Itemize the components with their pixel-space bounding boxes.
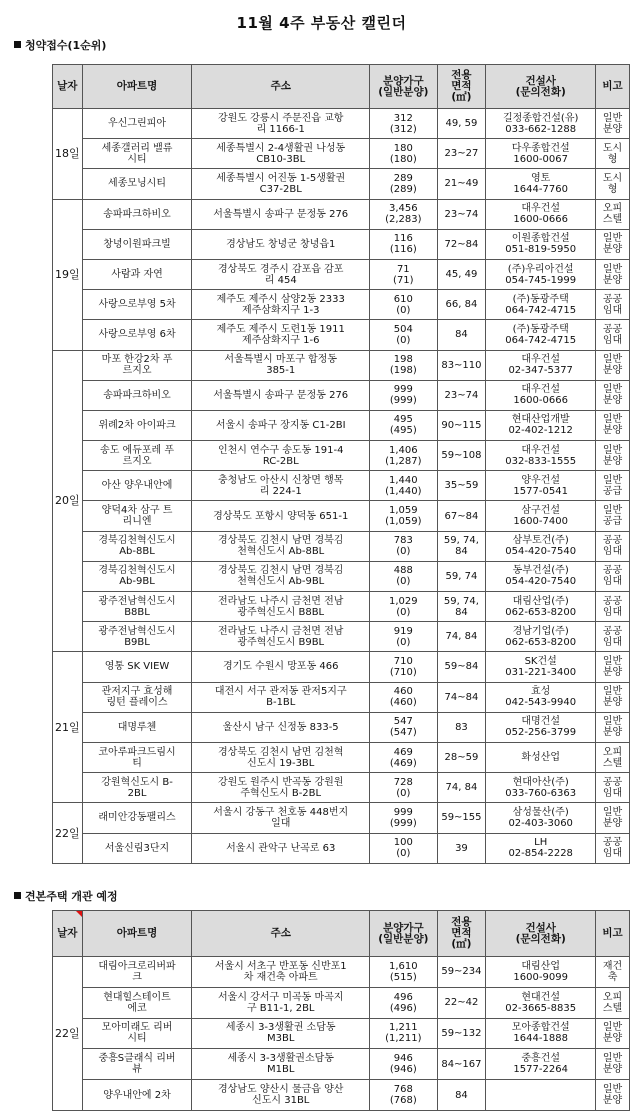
header-builder: 건설사 (문의전화) bbox=[486, 911, 596, 957]
builder-cell: 동부건설(주) 054-420-7540 bbox=[486, 561, 596, 591]
units-cell: 547 (547) bbox=[370, 712, 438, 742]
area-cell: 84~167 bbox=[437, 1049, 486, 1080]
apartment-cell: 창녕이원파크빌 bbox=[82, 229, 192, 259]
address-cell: 강원도 원주시 반곡동 강원원 주혁신도시 B-2BL bbox=[192, 773, 370, 803]
units-cell: 1,440 (1,440) bbox=[370, 471, 438, 501]
model-house-table bbox=[52, 910, 630, 1111]
table-row bbox=[53, 109, 630, 139]
address-cell: 경상북도 김천시 남면 경북김 천혁신도시 Ab-8BL bbox=[192, 531, 370, 561]
area-cell: 35~59 bbox=[437, 471, 486, 501]
address-cell: 세종특별시 2-4생활권 나성동 CB10-3BL bbox=[192, 139, 370, 169]
apartment-cell: 우신그린피아 bbox=[82, 109, 192, 139]
area-cell: 21~49 bbox=[437, 169, 486, 199]
table-row bbox=[53, 169, 630, 199]
header-day: 날자 bbox=[53, 911, 83, 957]
day-cell: 18일 bbox=[53, 109, 83, 200]
address-cell: 인천시 연수구 송도동 191-4 RC-2BL bbox=[192, 441, 370, 471]
area-cell: 72~84 bbox=[437, 229, 486, 259]
builder-cell: 중흥건설 1577-2264 bbox=[486, 1049, 596, 1080]
units-cell: 289 (289) bbox=[370, 169, 438, 199]
area-cell: 59, 74, 84 bbox=[437, 592, 486, 622]
area-cell: 59~84 bbox=[437, 652, 486, 682]
apartment-cell: 경북김천혁신도시 Ab-8BL bbox=[82, 531, 192, 561]
builder-cell: 다우종합건설 1600-0067 bbox=[486, 139, 596, 169]
subscription-table bbox=[52, 64, 630, 864]
units-cell: 999 (999) bbox=[370, 803, 438, 833]
note-cell: 일반 분양 bbox=[596, 803, 630, 833]
address-cell: 충청남도 아산시 신창면 행목 리 224-1 bbox=[192, 471, 370, 501]
builder-cell: (주)동광주택 064-742-4715 bbox=[486, 290, 596, 320]
table-row bbox=[53, 561, 630, 591]
builder-cell: 삼부토건(주) 054-420-7540 bbox=[486, 531, 596, 561]
apartment-cell: 송파파크하비오 bbox=[82, 380, 192, 410]
address-cell: 제주도 제주시 삼양2동 2333 제주삼화지구 1-3 bbox=[192, 290, 370, 320]
note-cell: 일반 분양 bbox=[596, 652, 630, 682]
area-cell: 83~110 bbox=[437, 350, 486, 380]
apartment-cell: 세종모닝시티 bbox=[82, 169, 192, 199]
table-row bbox=[53, 987, 630, 1018]
note-cell: 재건 축 bbox=[596, 957, 630, 988]
builder-cell bbox=[486, 1080, 596, 1111]
note-cell: 공공 임대 bbox=[596, 592, 630, 622]
builder-cell: 삼구건설 1600-7400 bbox=[486, 501, 596, 531]
note-cell: 도시 형 bbox=[596, 169, 630, 199]
address-cell: 전라남도 나주시 금천면 전남 광주혁신도시 B8BL bbox=[192, 592, 370, 622]
table-row bbox=[53, 350, 630, 380]
apartment-cell: 강원혁신도시 B- 2BL bbox=[82, 773, 192, 803]
address-cell: 경상남도 양산시 물금읍 양산 신도시 31BL bbox=[192, 1080, 370, 1111]
builder-cell: 현대산업개발 02-402-1212 bbox=[486, 410, 596, 440]
table-row bbox=[53, 652, 630, 682]
units-cell: 783 (0) bbox=[370, 531, 438, 561]
apartment-cell: 아산 양우내안에 bbox=[82, 471, 192, 501]
note-cell: 일반 분양 bbox=[596, 1049, 630, 1080]
units-cell: 504 (0) bbox=[370, 320, 438, 350]
units-cell: 1,059 (1,059) bbox=[370, 501, 438, 531]
table-row bbox=[53, 1049, 630, 1080]
section-heading-model-house: 견본주택 개관 예정 bbox=[14, 888, 118, 904]
note-cell: 일반 분양 bbox=[596, 441, 630, 471]
table-row bbox=[53, 1080, 630, 1111]
note-cell: 일반 분양 bbox=[596, 1018, 630, 1049]
table-row bbox=[53, 501, 630, 531]
table-row bbox=[53, 622, 630, 652]
note-cell: 오피 스텔 bbox=[596, 987, 630, 1018]
apartment-cell: 코아루파크드림시 티 bbox=[82, 742, 192, 772]
area-cell: 23~74 bbox=[437, 380, 486, 410]
units-cell: 71 (71) bbox=[370, 259, 438, 289]
header-builder: 건설사 (문의전화) bbox=[486, 65, 596, 109]
builder-cell: LH 02-854-2228 bbox=[486, 833, 596, 863]
address-cell: 세종특별시 어진동 1-5생활권 C37-2BL bbox=[192, 169, 370, 199]
apartment-cell: 모아미래도 리버 시티 bbox=[82, 1018, 192, 1049]
units-cell: 1,029 (0) bbox=[370, 592, 438, 622]
table-row bbox=[53, 320, 630, 350]
address-cell: 제주도 제주시 도련1동 1911 제주삼화지구 1-6 bbox=[192, 320, 370, 350]
note-cell: 일반 분양 bbox=[596, 712, 630, 742]
builder-cell: 길정종합건설(유) 033-662-1288 bbox=[486, 109, 596, 139]
area-cell: 67~84 bbox=[437, 501, 486, 531]
builder-cell: 현대건설 02-3665-8835 bbox=[486, 987, 596, 1018]
address-cell: 서울특별시 송파구 문정동 276 bbox=[192, 380, 370, 410]
header-note: 비고 bbox=[596, 911, 630, 957]
header-address: 주소 bbox=[192, 911, 370, 957]
note-cell: 일반 분양 bbox=[596, 109, 630, 139]
area-cell: 74, 84 bbox=[437, 773, 486, 803]
apartment-cell: 양우내안에 2차 bbox=[82, 1080, 192, 1111]
area-cell: 84 bbox=[437, 320, 486, 350]
area-cell: 59~234 bbox=[437, 957, 486, 988]
table-row bbox=[53, 471, 630, 501]
area-cell: 90~115 bbox=[437, 410, 486, 440]
units-cell: 116 (116) bbox=[370, 229, 438, 259]
header-note: 비고 bbox=[596, 65, 630, 109]
header-address: 주소 bbox=[192, 65, 370, 109]
apartment-cell: 사랑으로부영 5차 bbox=[82, 290, 192, 320]
table-row bbox=[53, 957, 630, 988]
units-cell: 460 (460) bbox=[370, 682, 438, 712]
header-units: 분양가구 (일반분양) bbox=[370, 911, 438, 957]
builder-cell: 양우건설 1577-0541 bbox=[486, 471, 596, 501]
builder-cell: (주)동광주택 064-742-4715 bbox=[486, 320, 596, 350]
table-row bbox=[53, 290, 630, 320]
table-row bbox=[53, 682, 630, 712]
builder-cell: 효성 042-543-9940 bbox=[486, 682, 596, 712]
apartment-cell: 사람과 자연 bbox=[82, 259, 192, 289]
address-cell: 세종시 3-3생활권 소담동 M3BL bbox=[192, 1018, 370, 1049]
units-cell: 768 (768) bbox=[370, 1080, 438, 1111]
builder-cell: 현대아산(주) 033-760-6363 bbox=[486, 773, 596, 803]
area-cell: 74, 84 bbox=[437, 622, 486, 652]
note-cell: 공공 임대 bbox=[596, 773, 630, 803]
units-cell: 946 (946) bbox=[370, 1049, 438, 1080]
address-cell: 대전시 서구 관저동 관저5지구 B-1BL bbox=[192, 682, 370, 712]
area-cell: 59~108 bbox=[437, 441, 486, 471]
apartment-cell: 송도 에듀포레 푸 르지오 bbox=[82, 441, 192, 471]
apartment-cell: 영통 SK VIEW bbox=[82, 652, 192, 682]
address-cell: 서울시 강서구 미곡동 마곡지 구 B11-1, 2BL bbox=[192, 987, 370, 1018]
table-row bbox=[53, 773, 630, 803]
table-row bbox=[53, 833, 630, 863]
note-cell: 공공 임대 bbox=[596, 320, 630, 350]
table-row bbox=[53, 259, 630, 289]
apartment-cell: 세종갤러리 밸류 시티 bbox=[82, 139, 192, 169]
units-cell: 919 (0) bbox=[370, 622, 438, 652]
units-cell: 1,610 (515) bbox=[370, 957, 438, 988]
units-cell: 710 (710) bbox=[370, 652, 438, 682]
builder-cell: 대우건설 1600-0666 bbox=[486, 380, 596, 410]
note-cell: 일반 분양 bbox=[596, 380, 630, 410]
address-cell: 서울시 서초구 반포동 신반포1 차 재건축 아파트 bbox=[192, 957, 370, 988]
area-cell: 22~42 bbox=[437, 987, 486, 1018]
header-row bbox=[53, 65, 630, 109]
table-row bbox=[53, 803, 630, 833]
apartment-cell: 관저지구 효성해 링턴 플레이스 bbox=[82, 682, 192, 712]
address-cell: 서울특별시 송파구 문정동 276 bbox=[192, 199, 370, 229]
builder-cell: 영토 1644-7760 bbox=[486, 169, 596, 199]
units-cell: 728 (0) bbox=[370, 773, 438, 803]
apartment-cell: 대림아크로리버파 크 bbox=[82, 957, 192, 988]
note-cell: 도시 형 bbox=[596, 139, 630, 169]
area-cell: 39 bbox=[437, 833, 486, 863]
builder-cell: 화성산업 bbox=[486, 742, 596, 772]
builder-cell: 대우건설 02-347-5377 bbox=[486, 350, 596, 380]
apartment-cell: 광주전남혁신도시 B8BL bbox=[82, 592, 192, 622]
address-cell: 서울시 송파구 장지동 C1-2BI bbox=[192, 410, 370, 440]
table-row bbox=[53, 531, 630, 561]
area-cell: 83 bbox=[437, 712, 486, 742]
address-cell: 강원도 강릉시 주문진읍 교항 리 1166-1 bbox=[192, 109, 370, 139]
builder-cell: 대우건설 032-833-1555 bbox=[486, 441, 596, 471]
table-row bbox=[53, 441, 630, 471]
units-cell: 999 (999) bbox=[370, 380, 438, 410]
address-cell: 세종시 3-3생활권소담동 M1BL bbox=[192, 1049, 370, 1080]
apartment-cell: 경북김천혁신도시 Ab-9BL bbox=[82, 561, 192, 591]
day-cell: 21일 bbox=[53, 652, 83, 803]
apartment-cell: 서울신림3단지 bbox=[82, 833, 192, 863]
builder-cell: 대림산업 1600-9099 bbox=[486, 957, 596, 988]
builder-cell: (주)우리아건설 054-745-1999 bbox=[486, 259, 596, 289]
header-apartment: 아파트명 bbox=[82, 911, 192, 957]
day-cell: 22일 bbox=[53, 803, 83, 863]
address-cell: 서울시 관악구 난곡로 63 bbox=[192, 833, 370, 863]
apartment-cell: 사랑으로부영 6차 bbox=[82, 320, 192, 350]
apartment-cell: 마포 한강2차 푸 르지오 bbox=[82, 350, 192, 380]
area-cell: 66, 84 bbox=[437, 290, 486, 320]
address-cell: 울산시 남구 신정동 833-5 bbox=[192, 712, 370, 742]
note-cell: 일반 분양 bbox=[596, 259, 630, 289]
note-cell: 일반 분양 bbox=[596, 410, 630, 440]
units-cell: 469 (469) bbox=[370, 742, 438, 772]
note-cell: 일반 분양 bbox=[596, 350, 630, 380]
day-cell: 19일 bbox=[53, 199, 83, 350]
apartment-cell: 중흥S클래식 리버 뷰 bbox=[82, 1049, 192, 1080]
builder-cell: 대우건설 1600-0666 bbox=[486, 199, 596, 229]
apartment-cell: 현대힐스테이트 에코 bbox=[82, 987, 192, 1018]
table-row bbox=[53, 742, 630, 772]
table-row bbox=[53, 199, 630, 229]
units-cell: 100 (0) bbox=[370, 833, 438, 863]
builder-cell: SK건설 031-221-3400 bbox=[486, 652, 596, 682]
apartment-cell: 대명루첸 bbox=[82, 712, 192, 742]
area-cell: 84 bbox=[437, 1080, 486, 1111]
builder-cell: 대림산업(주) 062-653-8200 bbox=[486, 592, 596, 622]
table-row bbox=[53, 1018, 630, 1049]
address-cell: 전라남도 나주시 금천면 전남 광주혁신도시 B9BL bbox=[192, 622, 370, 652]
builder-cell: 대명건설 052-256-3799 bbox=[486, 712, 596, 742]
area-cell: 59~155 bbox=[437, 803, 486, 833]
apartment-cell: 광주전남혁신도시 B9BL bbox=[82, 622, 192, 652]
page-title: 11월 4주 부동산 캘린더 bbox=[236, 14, 407, 32]
address-cell: 경상북도 경주시 감포읍 감포 리 454 bbox=[192, 259, 370, 289]
table-row bbox=[53, 410, 630, 440]
note-cell: 오피 스텔 bbox=[596, 199, 630, 229]
area-cell: 49, 59 bbox=[437, 109, 486, 139]
address-cell: 경상북도 포항시 양덕동 651-1 bbox=[192, 501, 370, 531]
area-cell: 28~59 bbox=[437, 742, 486, 772]
apartment-cell: 양덕4차 삼구 트 리니엔 bbox=[82, 501, 192, 531]
area-cell: 23~27 bbox=[437, 139, 486, 169]
address-cell: 경상남도 창녕군 창녕읍1 bbox=[192, 229, 370, 259]
header-area: 전용 면적 (㎡) bbox=[437, 911, 486, 957]
area-cell: 23~74 bbox=[437, 199, 486, 229]
note-cell: 공공 임대 bbox=[596, 622, 630, 652]
builder-cell: 모아종합건설 1644-1888 bbox=[486, 1018, 596, 1049]
address-cell: 서울시 강동구 천호동 448번지 일대 bbox=[192, 803, 370, 833]
note-cell: 공공 임대 bbox=[596, 561, 630, 591]
note-cell: 일반 공급 bbox=[596, 471, 630, 501]
builder-cell: 삼성물산(주) 02-403-3060 bbox=[486, 803, 596, 833]
header-units: 분양가구 (일반분양) bbox=[370, 65, 438, 109]
section-heading-subscription: 청약접수(1순위) bbox=[14, 37, 106, 53]
address-cell: 경상북도 김천시 남면 경북김 천혁신도시 Ab-9BL bbox=[192, 561, 370, 591]
table-row bbox=[53, 139, 630, 169]
area-cell: 59~132 bbox=[437, 1018, 486, 1049]
note-cell: 일반 공급 bbox=[596, 501, 630, 531]
note-cell: 일반 분양 bbox=[596, 229, 630, 259]
units-cell: 610 (0) bbox=[370, 290, 438, 320]
builder-cell: 경남기업(주) 062-653-8200 bbox=[486, 622, 596, 652]
area-cell: 45, 49 bbox=[437, 259, 486, 289]
address-cell: 경기도 수원시 망포동 466 bbox=[192, 652, 370, 682]
table-row bbox=[53, 380, 630, 410]
area-cell: 59, 74, 84 bbox=[437, 531, 486, 561]
units-cell: 488 (0) bbox=[370, 561, 438, 591]
note-cell: 공공 임대 bbox=[596, 833, 630, 863]
apartment-cell: 송파파크하비오 bbox=[82, 199, 192, 229]
note-cell: 공공 임대 bbox=[596, 290, 630, 320]
units-cell: 312 (312) bbox=[370, 109, 438, 139]
units-cell: 495 (495) bbox=[370, 410, 438, 440]
units-cell: 496 (496) bbox=[370, 987, 438, 1018]
units-cell: 3,456 (2,283) bbox=[370, 199, 438, 229]
header-apartment: 아파트명 bbox=[82, 65, 192, 109]
address-cell: 서울특별시 마포구 합정동 385-1 bbox=[192, 350, 370, 380]
note-cell: 공공 임대 bbox=[596, 531, 630, 561]
builder-cell: 이원종합건설 051-819-5950 bbox=[486, 229, 596, 259]
header-area: 전용 면적 (㎡) bbox=[437, 65, 486, 109]
apartment-cell: 래미안강동팰리스 bbox=[82, 803, 192, 833]
units-cell: 198 (198) bbox=[370, 350, 438, 380]
address-cell: 경상북도 김천시 남면 김천혁 신도시 19-3BL bbox=[192, 742, 370, 772]
note-cell: 일반 분양 bbox=[596, 1080, 630, 1111]
units-cell: 1,406 (1,287) bbox=[370, 441, 438, 471]
day-cell: 20일 bbox=[53, 350, 83, 652]
header-day: 날자 bbox=[53, 65, 83, 109]
table-row bbox=[53, 712, 630, 742]
note-cell: 오피 스텔 bbox=[596, 742, 630, 772]
area-cell: 59, 74 bbox=[437, 561, 486, 591]
day-cell: 22일 bbox=[53, 957, 83, 1111]
header-row bbox=[53, 911, 630, 957]
units-cell: 180 (180) bbox=[370, 139, 438, 169]
note-cell: 일반 분양 bbox=[596, 682, 630, 712]
apartment-cell: 위례2차 아이파크 bbox=[82, 410, 192, 440]
units-cell: 1,211 (1,211) bbox=[370, 1018, 438, 1049]
table-row bbox=[53, 592, 630, 622]
area-cell: 74~84 bbox=[437, 682, 486, 712]
table-row bbox=[53, 229, 630, 259]
